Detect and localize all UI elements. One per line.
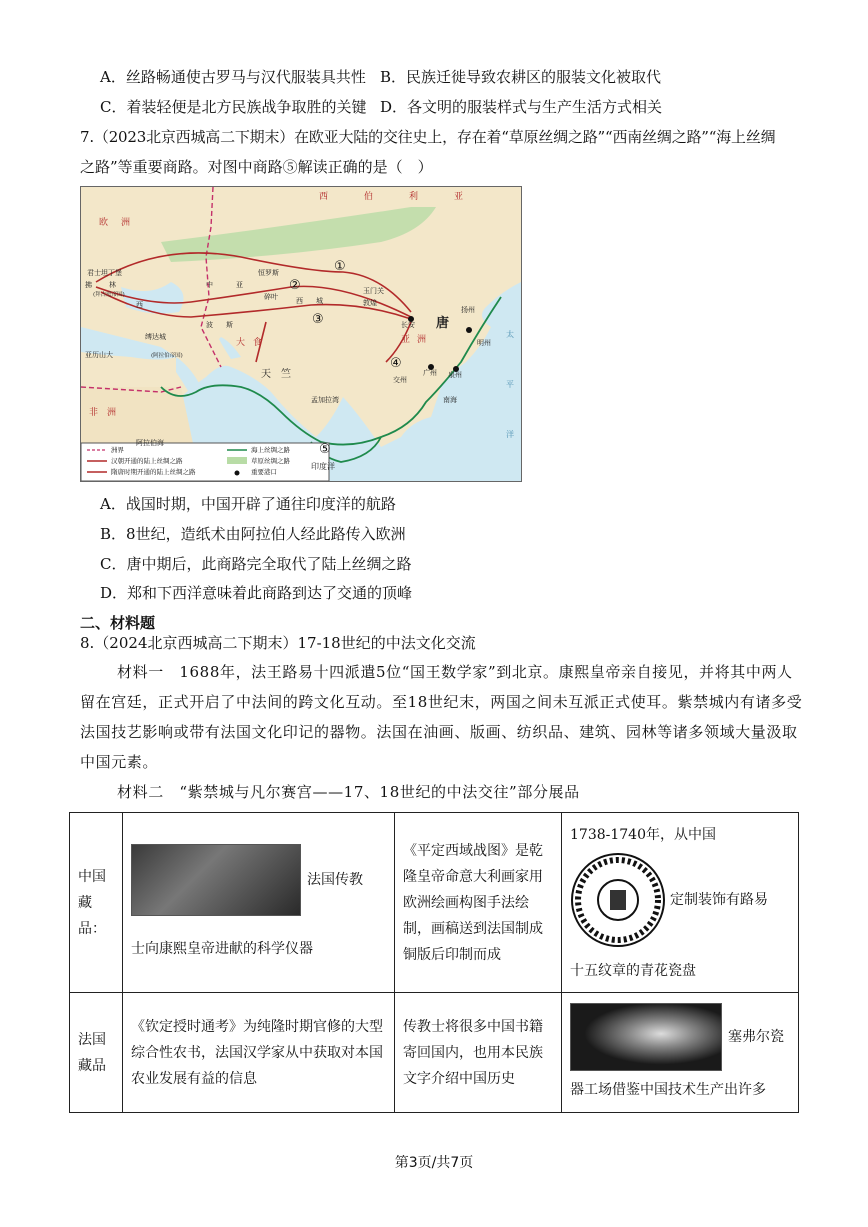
svg-text:(阿拉伯帝国): (阿拉伯帝国) — [151, 353, 183, 359]
legend-port: 重要港口 — [251, 468, 277, 476]
svg-text:利: 利 — [409, 192, 419, 202]
route-marker-5: ⑤ — [319, 442, 331, 457]
q6-option-c: C．着装轻便是北方民族战争取胜的关键 — [100, 98, 367, 116]
svg-text:亚: 亚 — [454, 192, 464, 202]
svg-text:泉州: 泉州 — [448, 371, 462, 379]
cell-missionary-books: 传教士将很多中国书籍寄回国内，也用本民族文字介绍中国历史 — [395, 993, 562, 1113]
row-head-china: 中国藏品： — [70, 813, 123, 993]
legend-sea-route: 海上丝绸之路 — [251, 446, 290, 454]
row-head-france: 法国藏品 — [70, 993, 123, 1113]
table-row — [70, 813, 799, 993]
svg-text:斯: 斯 — [226, 321, 233, 329]
svg-text:敦煌: 敦煌 — [363, 299, 377, 307]
svg-text:印度洋: 印度洋 — [311, 462, 335, 471]
svg-text:(拜占庭帝国): (拜占庭帝国) — [93, 292, 125, 298]
q8-title: 8.（2024北京西城高二下期末）17-18世纪的中法文化交流 — [80, 634, 476, 652]
label-europe: 欧 — [99, 218, 109, 228]
svg-text:玉门关: 玉门关 — [363, 287, 384, 295]
svg-text:拂: 拂 — [85, 281, 92, 289]
svg-text:交州: 交州 — [393, 376, 407, 384]
svg-text:西: 西 — [319, 192, 329, 202]
svg-text:波: 波 — [206, 321, 213, 329]
svg-text:南海: 南海 — [443, 396, 457, 404]
svg-text:碎叶: 碎叶 — [264, 293, 278, 301]
page-footer: 第3页/共7页 — [394, 1155, 474, 1171]
material2-caption: 材料二 “紫禁城与凡尔赛宫——17、18世纪的中法交往”部分展品 — [117, 783, 580, 801]
material1-line1: 材料一 1688年，法王路易十四派遣5位“国王数学家”到北京。康熙皇帝亲自接见，并将其中两人 — [117, 663, 793, 681]
route-marker-4: ④ — [390, 356, 402, 371]
legend-suitang-land: 隋唐时期开通的陆上丝绸之路 — [111, 468, 196, 476]
q7-stem-line1: 7.（2023北京西城高二下期末）在欧亚大陆的交往史上，存在着“草原丝绸之路”“西南丝绸之路”“海上丝绸 — [80, 128, 776, 146]
svg-text:阿拉伯海: 阿拉伯海 — [136, 439, 164, 447]
cell-instruments: 法国传教 士向康熙皇帝进献的科学仪器 — [123, 813, 395, 993]
section-title: 二、材料题 — [80, 614, 156, 632]
svg-text:太: 太 — [506, 330, 514, 339]
svg-text:亚历山大: 亚历山大 — [85, 351, 113, 359]
svg-text:洲: 洲 — [121, 218, 131, 228]
q6-option-a: A．丝路畅通使古罗马与汉代服装具共性 — [100, 68, 366, 86]
route-marker-3: ③ — [312, 312, 324, 327]
svg-text:伯: 伯 — [364, 192, 374, 202]
svg-text:城: 城 — [316, 297, 323, 305]
svg-text:林: 林 — [109, 281, 116, 289]
svg-text:天: 天 — [261, 369, 271, 380]
svg-text:亚: 亚 — [401, 335, 411, 345]
svg-text:缚达城: 缚达城 — [145, 333, 166, 341]
svg-text:君士坦丁堡: 君士坦丁堡 — [87, 269, 122, 277]
legend-han-land: 汉朝开通的陆上丝绸之路 — [111, 457, 183, 465]
instrument-image — [131, 844, 301, 916]
svg-text:亚: 亚 — [236, 281, 243, 289]
svg-text:西: 西 — [136, 301, 143, 309]
material1-line2: 留在宫廷，正式开启了中法间的跨文化互动。至18世纪末，两国之间未互派正式使耳。紫禁城内有诸多受 — [80, 693, 803, 711]
svg-text:明州: 明州 — [477, 339, 491, 347]
exhibit-table — [69, 812, 799, 1113]
q6-option-d: D．各文明的服装样式与生产生活方式相关 — [380, 98, 663, 116]
plate-image — [570, 852, 666, 948]
q7-option-b: B．8世纪，造纸术由阿拉伯人经此路传入欧洲 — [100, 525, 406, 543]
q7-option-a: A．战国时期，中国开辟了通往印度洋的航路 — [100, 495, 396, 513]
svg-text:恒罗斯: 恒罗斯 — [258, 269, 279, 277]
material1-line3: 法国技艺影响或带有法国文化印记的器物。法国在油画、版画、纺织品、建筑、园林等诸多领域大量汲取 — [80, 723, 798, 741]
svg-text:洋: 洋 — [506, 430, 514, 439]
cell-battle-paintings: 《平定西域战图》是乾隆皇帝命意大利画家用欧洲绘画构图手法绘制，画稿送到法国制成铜版后印制而成 — [395, 813, 562, 993]
route-marker-1: ① — [334, 259, 346, 274]
svg-text:长安: 长安 — [401, 321, 415, 329]
svg-text:广州: 广州 — [423, 369, 437, 377]
svg-text:竺: 竺 — [281, 369, 291, 380]
q7-option-c: C．唐中期后，此商路完全取代了陆上丝绸之路 — [100, 555, 412, 573]
silk-road-map — [80, 186, 522, 482]
svg-text:大: 大 — [236, 338, 246, 348]
table-row — [70, 993, 799, 1113]
cell-agriculture-book: 《钦定授时通考》为纯隆时期官修的大型综合性农书，法国汉学家从中获取对本国农业发展有益的信息 — [123, 993, 395, 1113]
cell-sevres-porcelain: 塞弗尔瓷 器工场借鉴中国技术生产出许多 — [562, 993, 799, 1113]
svg-text:平: 平 — [506, 380, 514, 389]
svg-text:食: 食 — [253, 338, 263, 348]
svg-text:扬州: 扬州 — [461, 306, 475, 314]
q7-stem-line2: 之路”等重要商路。对图中商路⑤解读正确的是（ ） — [80, 158, 433, 176]
legend-steppe: 草原丝绸之路 — [251, 457, 290, 465]
q7-option-d: D．郑和下西洋意味着此商路到达了交通的顶峰 — [100, 584, 413, 602]
svg-text:中: 中 — [206, 281, 213, 289]
material1-line4: 中国元素。 — [80, 753, 159, 771]
cell-porcelain-plate: 1738-1740年，从中国 定制装饰有路易 十五纹章的青花瓷盘 — [562, 813, 799, 993]
legend-border: 洲界 — [111, 446, 124, 454]
svg-text:孟加拉湾: 孟加拉湾 — [311, 396, 339, 404]
svg-text:唐: 唐 — [436, 316, 450, 331]
sevres-image — [570, 1003, 722, 1071]
route-marker-2: ② — [289, 278, 301, 293]
svg-text:洲: 洲 — [107, 408, 117, 418]
svg-text:洲: 洲 — [417, 335, 427, 345]
svg-text:非: 非 — [89, 408, 99, 418]
svg-text:西: 西 — [296, 297, 303, 305]
q6-option-b: B．民族迁徙导致农耕区的服装文化被取代 — [380, 68, 662, 86]
